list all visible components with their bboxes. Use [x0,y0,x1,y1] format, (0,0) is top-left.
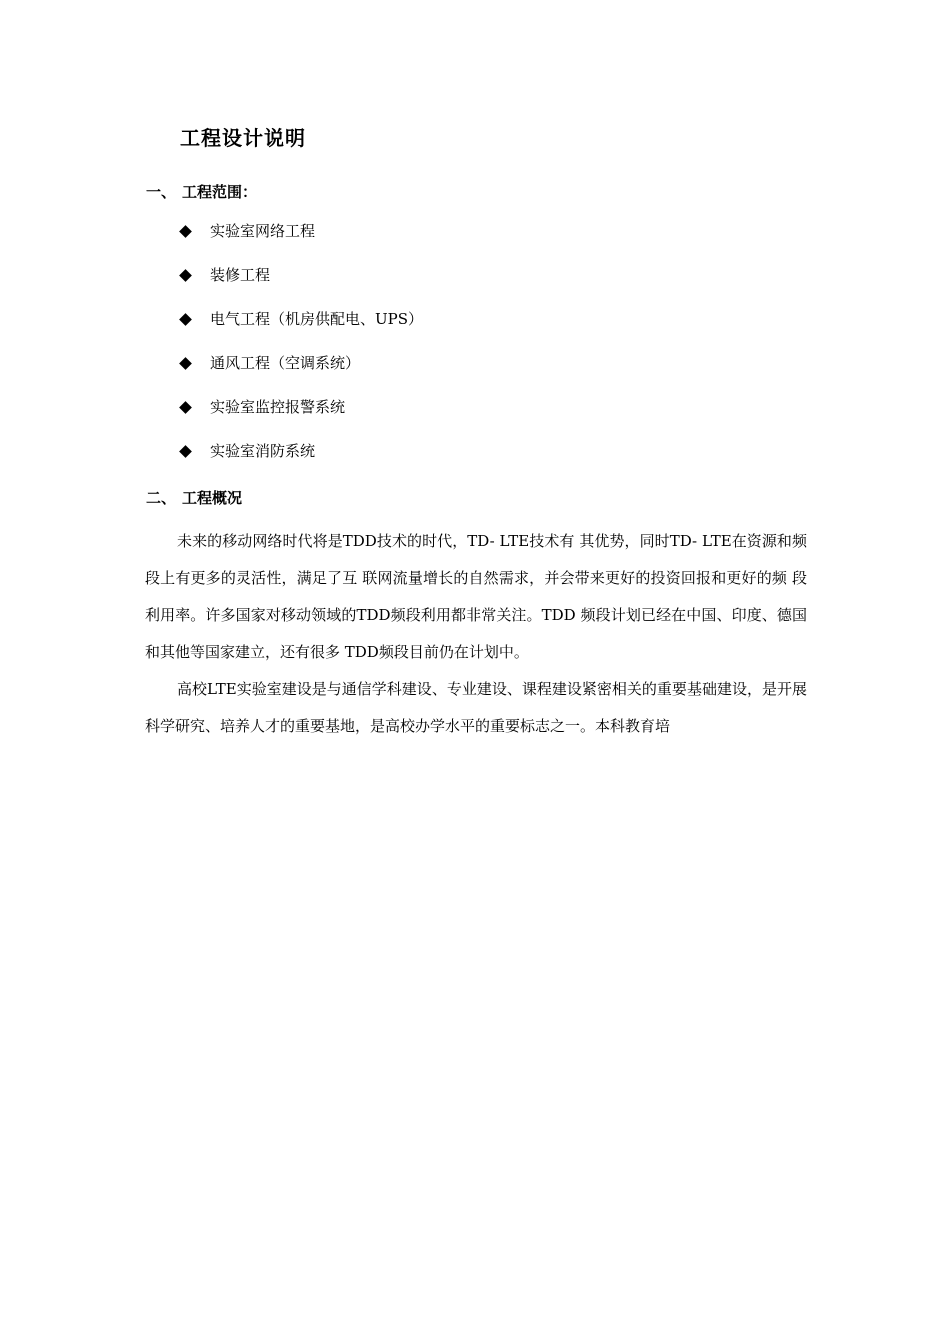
section-heading-overview [146,487,242,508]
list-item [178,266,423,310]
section-heading-scope [146,181,257,202]
list-item [178,442,423,486]
list-item-text: 实验室网络工程 [210,222,316,240]
diamond-bullet-icon [179,313,192,326]
section-title: 工程范围： [182,183,258,201]
diamond-bullet-icon [179,357,192,370]
document-title: 工程设计说明 [180,126,306,150]
body-paragraph: 高校LTE实验室建设是与通信学科建设、专业建设、课程建设紧密相关的重要基础建设，是开展科学研究、培养人才的重要基地，是高校办学水平的重要标志之一。本科教育培 [145,680,807,735]
diamond-bullet-icon [179,225,192,238]
list-item-text: 实验室消防系统 [210,442,316,460]
section-number: 二、 [146,489,177,507]
list-item-text: 实验室监控报警系统 [210,398,346,416]
diamond-bullet-icon [179,445,192,458]
list-item [178,310,423,354]
scope-list [178,222,423,486]
list-item [178,398,423,442]
list-item-text: 装修工程 [210,266,271,284]
list-item [178,354,423,398]
section-number: 一、 [146,183,177,201]
list-item-text: 电气工程（机房供配电、UPS） [210,310,424,328]
body-paragraph: 未来的移动网络时代将是TDD技术的时代，TD- LTE技术有 其优势，同时TD- LTE在资源和频段上有更多的灵活性，满足了互 联网流量增长的自然需求，并会带来更好的投资回报和更好的频 段利用率。许多国家对移动领域的TDD频段利用都非常关注。TDD 频段计划已经在中国、印度、德国和其他等国家建立，还有很多 TDD频段目前仍在计划中。 [145,532,807,661]
list-item-text: 通风工程（空调系统） [210,354,361,372]
diamond-bullet-icon [179,269,192,282]
section-title: 工程概况 [182,489,243,507]
list-item [178,222,423,266]
diamond-bullet-icon [179,401,192,414]
